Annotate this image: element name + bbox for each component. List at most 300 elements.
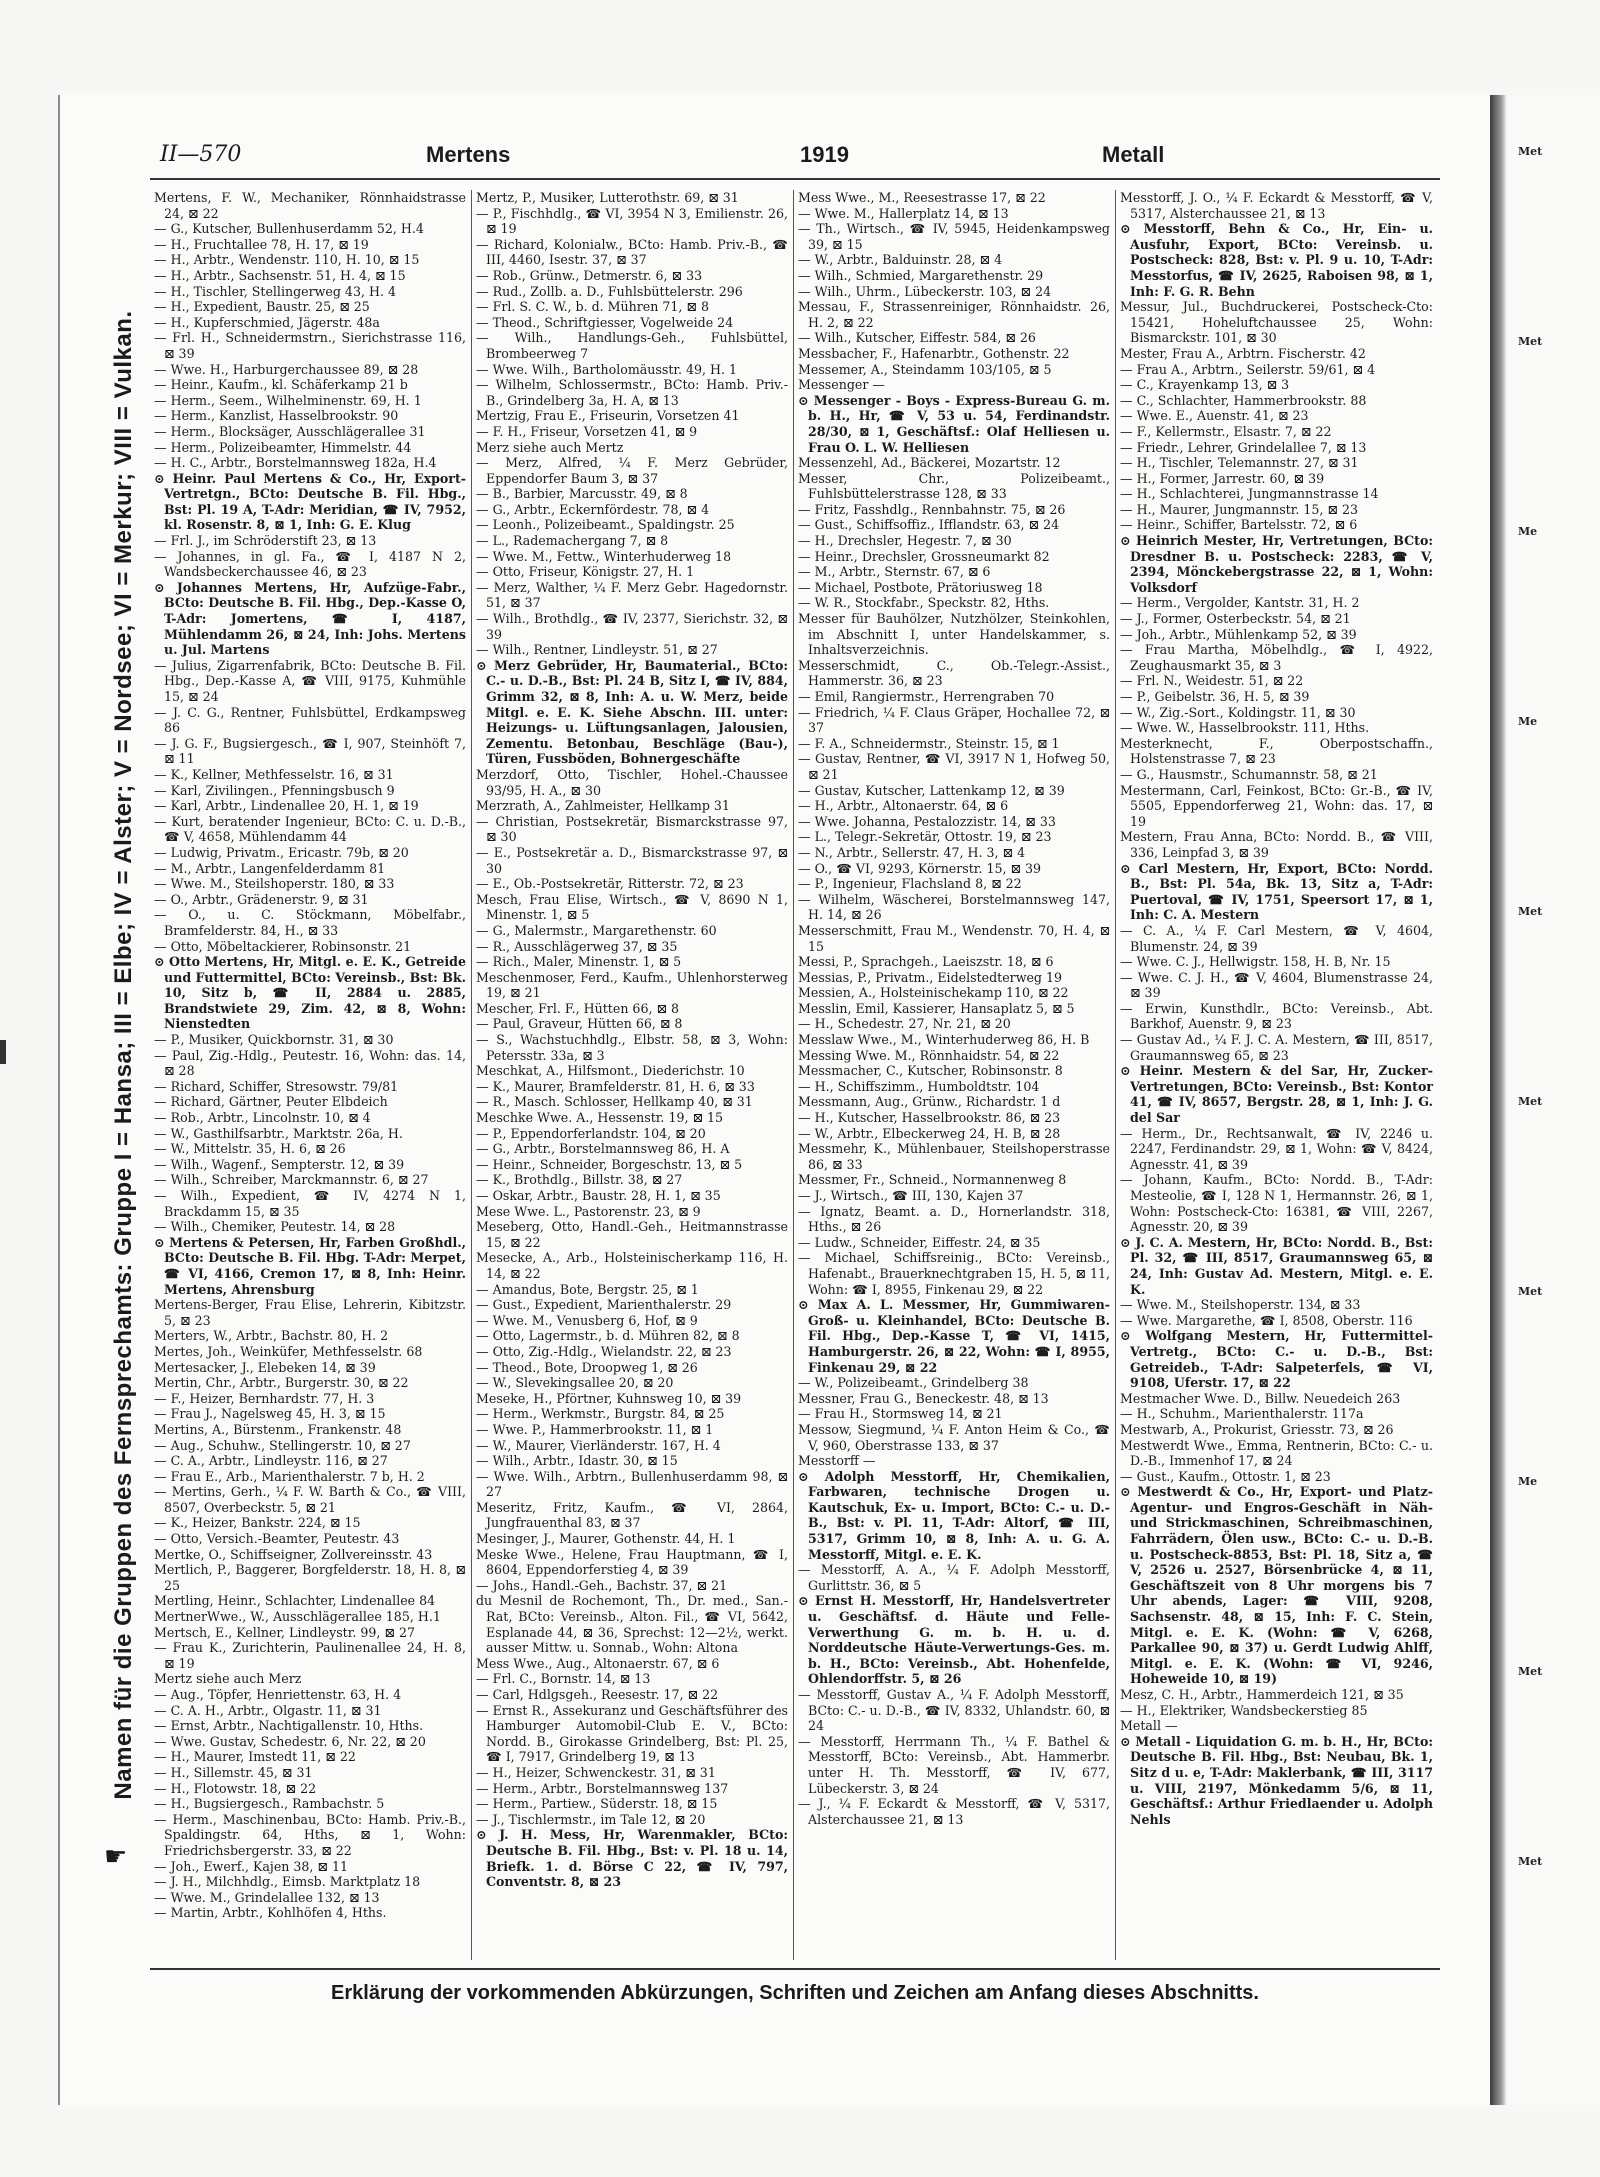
directory-entry: — Michael, Postbote, Prätoriusweg 18 [798, 579, 1043, 595]
directory-entry: Mesecke, A., Arb., Holsteinischerkamp 116, H. 14, ⊠ 22 [476, 1250, 788, 1281]
directory-entry: — Wwe. C. J. H., ☎ V, 4604, Blumenstrasse 24, ⊠ 39 [1120, 969, 1433, 1001]
directory-entry: — H., Maurer, Imstedt 11, ⊠ 22 [154, 1749, 356, 1765]
directory-entry: — Wwe. M., Grindelallee 132, ⊠ 13 [154, 1889, 380, 1905]
directory-entry: ⊙ Heinr. Mestern & del Sar, Hr, Zucker-Vertretungen, BCto: Vereinsb., Bst: Kontor 41, ☎ IV, 8657, Bergstr. 28, ⊠ 1, Inh: J. G. del Sar [1120, 1063, 1433, 1126]
directory-entry: — E., Postsekretär a. D., Bismarckstrasse 97, ⊠ 30 [476, 844, 788, 876]
directory-entry: Messerschmidt, C., Ob.-Telegr.-Assist., Hammerstr. 36, ⊠ 23 [798, 657, 1110, 689]
directory-entry: — K., Brothdlg., Billstr. 38, ⊠ 27 [476, 1172, 683, 1188]
directory-entry: — Frau Martha, Möbelhdlg., ☎ I, 4922, Zeughausmarkt 35, ⊠ 3 [1120, 642, 1433, 673]
directory-entry: Mertens, F. W., Mechaniker, Rönnhaidstrasse 24, ⊠ 22 [154, 190, 466, 221]
directory-entry: Mertz siehe auch Merz [154, 1671, 302, 1687]
directory-entry: — Aug., Töpfer, Henriettenstr. 63, H. 4 [154, 1687, 402, 1702]
directory-entry: — Ludwig, Privatm., Ericastr. 79b, ⊠ 20 [154, 844, 409, 860]
directory-entry: — N., Arbtr., Sellerstr. 47, H. 3, ⊠ 4 [798, 844, 1026, 860]
directory-entry: — Messtorff, A. A., ¼ F. Adolph Messtorff, Gurlittstr. 36, ⊠ 5 [798, 1562, 1110, 1593]
next-page-fragment: Me [1518, 525, 1538, 538]
directory-entry: — Frau E., Arb., Marienthalerstr. 7 b, H. 2 [154, 1468, 425, 1484]
directory-column-4 [1116, 190, 1438, 1960]
directory-entry: — H., Kupferschmied, Jägerstr. 48a [154, 314, 380, 330]
directory-entry: — Frau J., Nagelsweg 45, H. 3, ⊠ 15 [154, 1406, 386, 1422]
directory-entry: Meschenmoser, Ferd., Kaufm., Uhlenhorsterweg 19, ⊠ 21 [476, 969, 788, 1001]
scan-edge-mark [0, 1040, 6, 1064]
directory-entry: Messbacher, F., Hafenarbtr., Gothenstr. 22 [798, 345, 1070, 361]
directory-entry: — H., Drechsler, Hegestr. 7, ⊠ 30 [798, 533, 1012, 549]
directory-entry: ⊙ Metall - Liquidation G. m. b. H., Hr, BCto: Deutsche B. Fil. Hbg., Bst: Neubau, Bk. 1, Sitz d u. e, T-Adr: Maklerbank, ☎ III, 3117 u. VIII, 2197, Mönkedamm 5/6, ⊠ 11, Geschäftsf.: Arthur Friedlaender u. Adolph Nehls [1120, 1733, 1433, 1827]
directory-entry: Mertsch, E., Kellner, Lindleystr. 99, ⊠ 27 [154, 1624, 415, 1640]
directory-entry: — Johann, Kaufm., BCto: Nordd. B., T-Adr: Mesteolie, ☎ I, 128 N 1, Hermannstr. 26, ⊠ 1, Wohn: Postscheck-Cto: 16381, ☎ VIII, 2267, Agnesstr. 20, ⊠ 39 [1120, 1172, 1433, 1235]
directory-entry: — Ignatz, Beamt. a. D., Hornerlandstr. 318, Hths., ⊠ 26 [798, 1203, 1110, 1235]
directory-entry: — G., Arbtr., Eckernfördestr. 78, ⊠ 4 [476, 501, 710, 517]
directory-entry: — M., Arbtr., Sternstr. 67, ⊠ 6 [798, 564, 991, 580]
directory-entry: — Ernst R., Assekuranz und Geschäftsführer des Hamburger Automobil-Club E. V., BCto: Nordd. B., Girokasse Grindelberg, Bst: Pl. 25, ☎ I, 7917, Grindelberg 19, ⊠ 13 [476, 1702, 788, 1765]
next-page-fragment: Me [1518, 715, 1538, 728]
directory-entry: Mertesacker, J., Elebeken 14, ⊠ 39 [154, 1359, 376, 1375]
directory-entry: Mestwerdt Wwe., Emma, Rentnerin, BCto: C.- u. D.-B., Immenhof 17, ⊠ 24 [1120, 1437, 1433, 1469]
next-page-fragment: Met [1518, 1665, 1543, 1678]
directory-entry: — F., Heizer, Bernhardstr. 77, H. 3 [154, 1390, 375, 1406]
directory-entry: Messmann, Aug., Grünw., Richardstr. 1 d [798, 1094, 1061, 1110]
directory-entry: — Wilh., Wagenf., Sempterstr. 12, ⊠ 39 [154, 1156, 405, 1172]
directory-entry: — Frau K., Zurichterin, Paulinenallee 24, H. 8, ⊠ 19 [154, 1640, 466, 1671]
directory-entry: — Merz, Walther, ¼ F. Merz Gebr. Hagedornstr. 51, ⊠ 37 [476, 579, 788, 611]
directory-entry: — H., Schedestr. 27, Nr. 21, ⊠ 20 [798, 1016, 1011, 1032]
directory-entry: — H., Schiffszimm., Humboldtstr. 104 [798, 1078, 1040, 1094]
directory-entry: — H., Sillemstr. 45, ⊠ 31 [154, 1764, 313, 1780]
directory-entry: — P., Geibelstr. 36, H. 5, ⊠ 39 [1120, 689, 1310, 704]
directory-entry: — Wwe. Wilh., Arbtrn., Bullenhuserdamm 98, ⊠ 27 [476, 1468, 788, 1500]
directory-entry: — K., Maurer, Bramfelderstr. 81, H. 6, ⊠ 33 [476, 1078, 755, 1094]
directory-columns [150, 190, 1440, 1960]
directory-entry: — F. A., Schneidermstr., Steinstr. 15, ⊠ 1 [798, 735, 1060, 751]
directory-entry: — Ludw., Schneider, Eiffestr. 24, ⊠ 35 [798, 1234, 1041, 1250]
directory-entry: — Wilh., Schmied, Margarethenstr. 29 [798, 267, 1044, 283]
directory-entry: — L., Telegr.-Sekretär, Ottostr. 19, ⊠ 23 [798, 829, 1052, 845]
directory-entry: — W. R., Stockfabr., Speckstr. 82, Hths. [798, 595, 1050, 611]
directory-entry: Mestern, Frau Anna, BCto: Nordd. B., ☎ VIII, 336, Leinpfad 3, ⊠ 39 [1120, 829, 1433, 860]
directory-entry: Messur, Jul., Buchdruckerei, Postscheck-Cto: 15421, Hoheluftchaussee 25, Wohn: Bismarckstr. 101, ⊠ 30 [1120, 299, 1433, 346]
directory-entry: — H., Heizer, Schwenckestr. 31, ⊠ 31 [476, 1764, 716, 1780]
directory-entry: Meseritz, Fritz, Kaufm., ☎ VI, 2864, Jungfrauenthal 83, ⊠ 37 [476, 1499, 788, 1531]
directory-entry: — Wwe. Gustav, Schedestr. 6, Nr. 22, ⊠ 20 [154, 1733, 426, 1749]
directory-entry: ⊙ Carl Mestern, Hr, Export, BCto: Nordd. B., Bst: Pl. 54a, Bk. 13, Sitz a, T-Adr: Puertoval, ☎ IV, 1751, Speersort 17, ⊠ 1, Inh: C. A. Mestern [1120, 860, 1433, 923]
directory-entry: — H., Kutscher, Hasselbrookstr. 86, ⊠ 23 [798, 1110, 1061, 1126]
directory-entry: — J., Tischlermstr., im Tale 12, ⊠ 20 [476, 1811, 706, 1827]
directory-entry: — F. H., Friseur, Vorsetzen 41, ⊠ 9 [476, 423, 698, 439]
directory-entry: — W., Mittelstr. 35, H. 6, ⊠ 26 [154, 1141, 346, 1157]
directory-entry: — Martin, Arbtr., Kohlhöfen 4, Hths. [154, 1905, 387, 1921]
directory-entry: — Carl, Hdlgsgeh., Reesestr. 17, ⊠ 22 [476, 1687, 719, 1702]
directory-entry: — Frl. J., im Schröderstift 23, ⊠ 13 [154, 533, 377, 549]
directory-entry: — Wilh., Rentner, Lindleystr. 51, ⊠ 27 [476, 642, 718, 658]
directory-entry: — Herm., Partiew., Süderstr. 18, ⊠ 15 [476, 1796, 718, 1812]
directory-entry: — H., Tischler, Telemannstr. 27, ⊠ 31 [1120, 455, 1359, 471]
directory-entry: — W., Zig.-Sort., Koldingstr. 11, ⊠ 30 [1120, 704, 1356, 720]
directory-entry: Mesinger, J., Maurer, Gothenstr. 44, H. 1 [476, 1531, 736, 1547]
telephone-groups-legend: Namen für die Gruppen des Fernsprechamts: Gruppe I = Hansa; III = Elbe; IV = Alster; V = Nordsee; VI = Merkur; VIII = Vulkan. [110, 310, 137, 1800]
directory-entry: Messow, Siegmund, ¼ F. Anton Heim & Co., ☎ V, 960, Oberstrasse 133, ⊠ 37 [798, 1421, 1110, 1453]
directory-entry: Mestmacher Wwe. D., Billw. Neuedeich 263 [1120, 1390, 1401, 1406]
directory-entry: — H., Former, Jarrestr. 60, ⊠ 39 [1120, 470, 1325, 486]
directory-entry: — Ernst, Arbtr., Nachtigallenstr. 10, Hths. [154, 1718, 424, 1734]
directory-entry: Messer, Chr., Polizeibeamt., Fuhlsbüttelerstrasse 128, ⊠ 33 [798, 470, 1110, 502]
directory-entry: — Frl. H., Schneidermstrn., Sierichstrasse 116, ⊠ 39 [154, 330, 466, 361]
directory-entry: — Otto, Möbeltackierer, Robinsonstr. 21 [154, 938, 412, 954]
directory-entry: — Otto, Lagermstr., b. d. Mühren 82, ⊠ 8 [476, 1328, 740, 1344]
directory-entry: — Paul, Graveur, Hütten 66, ⊠ 8 [476, 1016, 683, 1032]
directory-entry: — H., Flotowstr. 18, ⊠ 22 [154, 1780, 317, 1796]
next-page-fragment: Met [1518, 1855, 1543, 1868]
directory-column-1 [150, 190, 472, 1960]
directory-entry: — Frau H., Stormsweg 14, ⊠ 21 [798, 1406, 1003, 1422]
directory-entry: — K., Heizer, Bankstr. 224, ⊠ 15 [154, 1515, 361, 1531]
directory-entry: ⊙ Messenger - Boys - Express-Bureau G. m. b. H., Hr, ☎ V, 53 u. 54, Ferdinandstr. 28/30, ⊠ 1, Geschäftsf.: Olaf Helliesen u. Frau O. L. W. Helliesen [798, 392, 1110, 455]
directory-entry: Meseberg, Otto, Handl.-Geh., Heitmannstrasse 15, ⊠ 22 [476, 1219, 788, 1250]
directory-entry: — Heinr., Kaufm., kl. Schäferkamp 21 b [154, 377, 408, 393]
directory-entry: Messmehr, K., Mühlenbauer, Steilshoperstrasse 86, ⊠ 33 [798, 1141, 1110, 1172]
next-page-fragment: Met [1518, 905, 1543, 918]
directory-entry: Mertzig, Frau E., Friseurin, Vorsetzen 41 [476, 408, 740, 424]
directory-entry: — Wwe. M., Hallerplatz 14, ⊠ 13 [798, 205, 1009, 221]
directory-entry: — Gust., Schiffsoffiz., Ifflandstr. 63, ⊠ 24 [798, 517, 1060, 533]
directory-entry: Messing Wwe. M., Rönnhaidstr. 54, ⊠ 22 [798, 1047, 1060, 1063]
directory-entry: — Leonh., Polizeibeamt., Spaldingstr. 25 [476, 517, 735, 533]
directory-entry: — R., Ausschlägerweg 37, ⊠ 35 [476, 938, 678, 954]
directory-entry: — Julius, Zigarrenfabrik, BCto: Deutsche B. Fil. Hbg., Dep.-Kasse A, ☎ VIII, 9175, Kuhmühle 15, ⊠ 24 [154, 657, 466, 704]
directory-entry: — Mertins, Gerh., ¼ F. W. Barth & Co., ☎ VIII, 8507, Overbeckstr. 5, ⊠ 21 [154, 1484, 466, 1515]
directory-entry: — H., Schlachterei, Jungmannstrasse 14 [1120, 486, 1379, 502]
header-rule [150, 178, 1440, 180]
directory-entry: — Otto, Versich.-Beamter, Peutestr. 43 [154, 1531, 400, 1547]
directory-entry: — H., Elektriker, Wandsbeckerstieg 85 [1120, 1702, 1368, 1718]
directory-entry: — Frl. N., Weidestr. 51, ⊠ 22 [1120, 673, 1304, 689]
directory-entry: — G., Arbtr., Borstelmannsweg 86, H. A [476, 1141, 730, 1157]
directory-entry: — H., Arbtr., Sachsenstr. 51, H. 4, ⊠ 15 [154, 267, 406, 283]
directory-entry: — Wilh., Kutscher, Eiffestr. 584, ⊠ 26 [798, 330, 1036, 346]
directory-entry: — Wwe. E., Auenstr. 41, ⊠ 23 [1120, 408, 1309, 424]
directory-entry: — Wwe. C. J., Hellwigstr. 158, H. B, Nr. 15 [1120, 954, 1391, 970]
directory-entry: ⊙ Wolfgang Mestern, Hr, Futtermittel-Vertretg., BCto: C.- u. D.-B., Bst: Getreideb., T-Adr: Salpeterfels, ☎ VI, 9108, Uferstr. 17, ⊠ 22 [1120, 1328, 1433, 1391]
directory-entry: — J. C. G., Rentner, Fuhlsbüttel, Erdkampsweg 86 [154, 704, 466, 736]
directory-entry: — C. A., ¼ F. Carl Mestern, ☎ V, 4604, Blumenstr. 24, ⊠ 39 [1120, 922, 1433, 954]
directory-entry: Mese Wwe. L., Pastorenstr. 23, ⊠ 9 [476, 1203, 701, 1219]
directory-entry: — Fritz, Fasshdlg., Rennbahnstr. 75, ⊠ 26 [798, 501, 1066, 517]
directory-entry: — G., Malermstr., Margarethenstr. 60 [476, 922, 717, 938]
directory-entry: Mesterknecht, F., Oberpostschaffn., Holstenstrasse 7, ⊠ 23 [1120, 735, 1433, 767]
directory-entry: Meschkat, A., Hilfsmont., Diederichstr. 10 [476, 1063, 745, 1079]
directory-entry: — Wwe. M., Steilshoperstr. 180, ⊠ 33 [154, 876, 395, 892]
directory-entry: — Paul, Zig.-Hdlg., Peutestr. 16, Wohn: das. 14, ⊠ 28 [154, 1047, 466, 1079]
directory-entry: — J., ¼ F. Eckardt & Messtorff, ☎ V, 5317, Alsterchaussee 21, ⊠ 13 [798, 1796, 1110, 1827]
directory-entry: — Merz, Alfred, ¼ F. Merz Gebrüder, Eppendorfer Baum 3, ⊠ 37 [476, 455, 788, 486]
directory-entry: — Johs., Handl.-Geh., Bachstr. 37, ⊠ 21 [476, 1577, 728, 1593]
directory-entry: — O., u. C. Stöckmann, Möbelfabr., Bramfelderstr. 84, H., ⊠ 33 [154, 907, 466, 938]
directory-entry: Mertins, A., Bürstenm., Frankenstr. 48 [154, 1421, 402, 1437]
directory-entry: — Otto, Zig.-Hdlg., Wielandstr. 22, ⊠ 23 [476, 1343, 732, 1359]
directory-entry: — Th., Wirtsch., ☎ IV, 5945, Heidenkampsweg 39, ⊠ 15 [798, 221, 1110, 252]
directory-entry: — Wwe. M., Fettw., Winterhuderweg 18 [476, 548, 732, 564]
directory-entry: Merters, W., Arbtr., Bachstr. 80, H. 2 [154, 1328, 389, 1344]
next-page-fragment: Me [1518, 1475, 1538, 1488]
directory-entry: — Herm., Werkmstr., Burgstr. 84, ⊠ 25 [476, 1406, 725, 1422]
directory-column-3 [794, 190, 1116, 1960]
directory-entry: Mess Wwe., Aug., Altonaerstr. 67, ⊠ 6 [476, 1655, 720, 1671]
directory-entry: — H., Expedient, Baustr. 25, ⊠ 25 [154, 299, 370, 315]
directory-entry: — H., Bugsiergesch., Rambachstr. 5 [154, 1796, 385, 1812]
directory-entry: — F., Kellermstr., Elsastr. 7, ⊠ 22 [1120, 423, 1332, 439]
directory-entry: — Theod., Schriftgiesser, Vogelweide 24 [476, 314, 734, 330]
directory-entry: Mertlich, P., Baggerer, Borgfelderstr. 18, H. 8, ⊠ 25 [154, 1562, 466, 1593]
directory-entry: Mertin, Chr., Arbtr., Burgerstr. 30, ⊠ 22 [154, 1375, 409, 1391]
directory-entry: — Gust., Expedient, Marienthalerstr. 29 [476, 1297, 732, 1313]
directory-entry: — W., Slevekingsallee 20, ⊠ 20 [476, 1375, 674, 1391]
directory-entry: — Messtorff, Gustav A., ¼ F. Adolph Messtorff, BCto: C.- u. D.-B., ☎ IV, 8332, Uhlandstr. 60, ⊠ 24 [798, 1687, 1110, 1734]
directory-entry: Messtorff, J. O., ¼ F. Eckardt & Messtorff, ☎ V, 5317, Alsterchaussee 21, ⊠ 13 [1120, 190, 1433, 221]
directory-entry: Meschke Wwe. A., Hessenstr. 19, ⊠ 15 [476, 1110, 724, 1126]
directory-entry: Metall — [1120, 1718, 1178, 1734]
directory-entry: — Oskar, Arbtr., Baustr. 28, H. 1, ⊠ 35 [476, 1188, 721, 1203]
directory-entry: ⊙ J. C. A. Mestern, Hr, BCto: Nordd. B., Bst: Pl. 32, ☎ III, 8517, Graumannsweg 65, ⊠ 24, Inh: Gustav Ad. Mestern, Mitgl. e. E. K. [1120, 1234, 1433, 1297]
directory-entry: — Joh., Arbtr., Mühlenkamp 52, ⊠ 39 [1120, 626, 1357, 642]
directory-column-2 [472, 190, 794, 1960]
directory-entry: — Herm., Seem., Wilhelminenstr. 69, H. 1 [154, 392, 422, 408]
directory-entry: — H., Tischler, Stellingerweg 43, H. 4 [154, 283, 396, 299]
directory-entry: Messlaw Wwe., M., Winterhuderweg 86, H. B [798, 1032, 1090, 1048]
directory-entry: ⊙ Ernst H. Messtorff, Hr, Handelsvertreter u. Geschäftsf. d. Häute und Felle-Verwerthung G. m. b. H. u. d. Norddeutsche Häute-Verwertungs-Ges. m. b. H., BCto: Vereinsb., Abt. Hohenfelde, Ohlendorffstr. 5, ⊠ 26 [798, 1593, 1110, 1687]
directory-entry: Meseke, H., Pförtner, Kuhnsweg 10, ⊠ 39 [476, 1390, 742, 1406]
directory-entry: Merz siehe auch Mertz [476, 439, 624, 455]
directory-entry: — S., Wachstuchhdlg., Elbstr. 58, ⊠ 3, Wohn: Petersstr. 33a, ⊠ 3 [476, 1032, 788, 1063]
directory-entry: — W., Polizeibeamt., Grindelberg 38 [798, 1375, 1029, 1391]
directory-entry: — Herm., Maschinenbau, BCto: Hamb. Priv.-B., Spaldingstr. 64, Hths, ⊠ 1, Wohn: Friedrichsbergerstr. 33, ⊠ 22 [154, 1811, 466, 1858]
directory-entry: — J., Former, Osterbeckstr. 54, ⊠ 21 [1120, 611, 1351, 627]
directory-entry: — Wilh., Schreiber, Marckmannstr. 6, ⊠ 27 [154, 1172, 429, 1188]
directory-entry: — Gustav, Kutscher, Lattenkamp 12, ⊠ 39 [798, 782, 1065, 798]
directory-entry: Mester, Frau A., Arbtrn. Fischerstr. 42 [1120, 345, 1366, 361]
directory-entry: — G., Kutscher, Bullenhuserdamm 52, H.4 [154, 221, 424, 237]
directory-entry: — P., Fischhdlg., ☎ VI, 3954 N 3, Emilienstr. 26, ⊠ 19 [476, 205, 788, 237]
directory-entry: — L., Rademachergang 7, ⊠ 8 [476, 533, 669, 549]
directory-entry: — C., Krayenkamp 13, ⊠ 3 [1120, 377, 1290, 393]
next-page-edge [1508, 95, 1600, 2105]
directory-entry: — Wwe. P., Hammerbrookstr. 11, ⊠ 1 [476, 1421, 714, 1437]
directory-entry: Meske Wwe., Helene, Frau Hauptmann, ☎ I, 8604, Eppendorferstieg 4, ⊠ 39 [476, 1546, 788, 1578]
directory-entry: Messien, A., Holsteinischekamp 110, ⊠ 22 [798, 985, 1069, 1001]
directory-entry: Messmacher, C., Kutscher, Robinsonstr. 8 [798, 1063, 1063, 1079]
directory-entry: — Rich., Maler, Minenstr. 1, ⊠ 5 [476, 954, 682, 970]
directory-entry: Messlin, Emil, Kassierer, Hansaplatz 5, ⊠ 5 [798, 1000, 1075, 1016]
directory-entry: ⊙ Otto Mertens, Hr, Mitgl. e. E. K., Getreide und Futtermittel, BCto: Vereinsb., Bst: Bk. 10, Sitz b, ☎ II, 2884 u. 2885, Brandstwiete 29, Zim. 42, ⊠ 8, Wohn: Nienstedten [154, 954, 466, 1032]
directory-entry: — P., Ingenieur, Flachsland 8, ⊠ 22 [798, 876, 1022, 892]
directory-entry: — Wilh., Expedient, ☎ IV, 4274 N 1, Brackdamm 15, ⊠ 35 [154, 1188, 466, 1219]
directory-entry: Merzrath, A., Zahlmeister, Hellkamp 31 [476, 798, 730, 814]
directory-entry: — Wilh., Uhrm., Lübeckerstr. 103, ⊠ 24 [798, 283, 1052, 299]
directory-entry: — Gustav Ad., ¼ F. J. C. A. Mestern, ☎ III, 8517, Graumannsweg 65, ⊠ 23 [1120, 1032, 1433, 1063]
next-page-fragment: Met [1518, 1285, 1543, 1298]
directory-entry: — Herm., Kanzlist, Hasselbrookstr. 90 [154, 408, 399, 424]
directory-entry: — H., Arbtr., Altonaerstr. 64, ⊠ 6 [798, 798, 1009, 814]
directory-entry: — H., Maurer, Jungmannstr. 15, ⊠ 23 [1120, 501, 1359, 517]
directory-entry: — Gustav, Rentner, ☎ VI, 3917 N 1, Hofweg 50, ⊠ 21 [798, 751, 1110, 782]
directory-entry: — Rob., Arbtr., Lincolnstr. 10, ⊠ 4 [154, 1110, 371, 1126]
next-page-fragment: Met [1518, 145, 1543, 158]
directory-entry: — Richard, Schiffer, Stresowstr. 79/81 [154, 1078, 399, 1094]
directory-entry: ⊙ Johannes Mertens, Hr, Aufzüge-Fabr., BCto: Deutsche B. Fil. Hbg., Dep.-Kasse O, T-Adr: Jomertens, ☎ I, 4187, Mühlendamm 26, ⊠ 24, Inh: Johs. Mertens u. Jul. Martens [154, 579, 466, 658]
directory-entry: Messau, F., Strassenreiniger, Rönnhaidstr. 26, H. 2, ⊠ 22 [798, 299, 1110, 330]
directory-entry: Mestwarb, A., Prokurist, Griesstr. 73, ⊠ 26 [1120, 1421, 1394, 1437]
directory-entry: — Christian, Postsekretär, Bismarckstrasse 97, ⊠ 30 [476, 813, 788, 845]
directory-entry: Mess Wwe., M., Reesestrasse 17, ⊠ 22 [798, 190, 1046, 205]
directory-entry: Mestermann, Carl, Feinkost, BCto: Gr.-B., ☎ IV, 5505, Eppendorferweg 21, Wohn: das. 17, ⊠ 19 [1120, 782, 1433, 829]
directory-entry: — Wwe. Wilh., Bartholomäusstr. 49, H. 1 [476, 361, 738, 377]
directory-entry: ⊙ Messtorff, Behn & Co., Hr, Ein- u. Ausfuhr, Export, BCto: Vereinsb. u. Postscheck: 828, Bst: v. Pl. 9 u. 10, T-Adr: Messtorfus, ☎ IV, 2625, Raboisen 98, ⊠ 1, Inh: F. G. R. Behn [1120, 221, 1433, 299]
directory-entry: — Wwe. Johanna, Pestalozzistr. 14, ⊠ 33 [798, 813, 1056, 829]
directory-entry: Messmer, Fr., Schneid., Normannenweg 8 [798, 1172, 1067, 1188]
directory-entry: — Karl, Zivilingen., Pfenningsbusch 9 [154, 782, 395, 798]
page-number: II—570 [160, 142, 242, 167]
directory-entry: ⊙ Adolph Messtorff, Hr, Chemikalien, Farbwaren, technische Drogen u. Kautschuk, Ex- u. Import, BCto: C.- u. D.-B., Bst: v. Pl. 11, T-Adr: Altorf, ☎ III, 5317, Grimm 10, ⊠ 8, Inh: A. u. G. A. Messtorff, Mitgl. e. E. K. [798, 1468, 1110, 1562]
directory-entry: — Richard, Gärtner, Peuter Elbdeich [154, 1094, 388, 1110]
directory-entry: — Theod., Bote, Droopweg 1, ⊠ 26 [476, 1359, 698, 1375]
directory-entry: Mescher, Frl. F., Hütten 66, ⊠ 8 [476, 1000, 680, 1016]
directory-entry: — P., Musiker, Quickbornstr. 31, ⊠ 30 [154, 1032, 394, 1048]
directory-entry: ⊙ J. H. Mess, Hr, Warenmakler, BCto: Deutsche B. Fil. Hbg., Bst: v. Pl. 18 u. 14, Briefk. 1. d. Börse C 22, ☎ IV, 797, Conventstr. 8, ⊠ 23 [476, 1827, 788, 1890]
directory-entry: — Heinr., Drechsler, Grossneumarkt 82 [798, 548, 1050, 564]
directory-entry: — Friedr., Lehrer, Grindelallee 7, ⊠ 13 [1120, 439, 1367, 455]
directory-entry: Messias, P., Privatm., Eidelstedterweg 19 [798, 969, 1063, 985]
directory-entry: — Herm., Polizeibeamter, Himmelstr. 44 [154, 439, 412, 455]
directory-entry: — Wilhelm, Schlossermstr., BCto: Hamb. Priv.-B., Grindelberg 3a, H. A, ⊠ 13 [476, 377, 788, 408]
directory-entry: — Heinr., Schiffer, Bartelsstr. 72, ⊠ 6 [1120, 517, 1358, 533]
directory-entry: ⊙ Heinrich Mester, Hr, Vertretungen, BCto: Dresdner B. u. Postscheck: 2283, ☎ V, 2394, Mönckebergstrasse 22, ⊠ 1, Wohn: Volksdorf [1120, 533, 1433, 595]
directory-entry: — Heinr., Schneider, Borgeschstr. 13, ⊠ 5 [476, 1156, 743, 1172]
directory-entry: — Frl. S. C. W., b. d. Mühren 71, ⊠ 8 [476, 299, 709, 315]
directory-entry: — Otto, Friseur, Königstr. 27, H. 1 [476, 564, 695, 580]
directory-entry: — Rob., Grünw., Detmerstr. 6, ⊠ 33 [476, 267, 703, 283]
directory-entry: Messi, P., Sprachgeh., Laeiszstr. 18, ⊠ 6 [798, 954, 1054, 970]
directory-entry: — Joh., Ewerf., Kajen 38, ⊠ 11 [154, 1858, 349, 1874]
directory-entry: — B., Barbier, Marcusstr. 49, ⊠ 8 [476, 486, 688, 502]
directory-entry: Mesch, Frau Elise, Wirtsch., ☎ V, 8690 N 1, Minenstr. 1, ⊠ 5 [476, 891, 788, 923]
directory-entry: — W., Gasthilfsarbtr., Marktstr. 26a, H. [154, 1125, 403, 1141]
directory-entry: — Frau A., Arbtrn., Seilerstr. 59/61, ⊠ 4 [1120, 361, 1376, 377]
last-entry-keyword: Metall [1102, 142, 1165, 167]
directory-entry: — Wilhelm, Wäscherei, Borstelmannsweg 147, H. 14, ⊠ 26 [798, 891, 1110, 923]
directory-entry: Messer für Bauhölzer, Nutzhölzer, Steinkohlen, im Abschnitt I, unter Handelskammer, s. Inhaltsverzeichnis. [798, 611, 1110, 658]
directory-entry: — Herm., Dr., Rechtsanwalt, ☎ IV, 2246 u. 2247, Ferdinandstr. 29, ⊠ 1, Wohn: ☎ V, 8424, Agnesstr. 41, ⊠ 39 [1120, 1125, 1433, 1172]
directory-entry: — Wilh., Chemiker, Peutestr. 14, ⊠ 28 [154, 1219, 396, 1235]
directory-entry: — G., Hausmstr., Schumannstr. 58, ⊠ 21 [1120, 766, 1378, 782]
directory-entry: ⊙ Mestwerdt & Co., Hr, Export- und Platz-Agentur- und Engros-Geschäft in Näh- und Strickmaschinen, Schreibmaschinen, Fahrrädern, Ölen usw., BCto: C.- u. D.-B. u. Postscheck-8853, Bst: Pl. 18, Sitz a, ☎ V, 2526 u. 2527, Börsenbrücke 4, ⊠ 11, Geschäftszeit von 8 Uhr morgens bis 7 Uhr abends, Lager: ☎ VIII, 9208, Sachsenstr. 48, ⊠ 15, Inh: F. C. Stein, Mitgl. e. E. K. (Wohn: ☎ V, 6268, Parkallee 90, ⊠ 37) u. Gerdt Ludwig Ahlff, Mitgl. e. E. K. (Wohn: ☎ VI, 9246, Hoheweide 10, ⊠ 19) [1120, 1484, 1433, 1687]
directory-entry: — Friedrich, ¼ F. Claus Gräper, Hochallee 72, ⊠ 37 [798, 704, 1110, 736]
directory-entry: — Wilh., Brothdlg., ☎ IV, 2377, Sierichstr. 32, ⊠ 39 [476, 611, 788, 642]
directory-entry: — Wwe. Margarethe, ☎ I, 8508, Oberstr. 116 [1120, 1312, 1413, 1328]
directory-entry: — W., Arbtr., Balduinstr. 28, ⊠ 4 [798, 252, 1003, 268]
directory-entry: Mertling, Heinr., Schlachter, Lindenallee 84 [154, 1593, 436, 1609]
directory-entry: — R., Masch. Schlosser, Hellkamp 40, ⊠ 31 [476, 1094, 753, 1110]
footer-rule [150, 1968, 1440, 1970]
page-header [100, 142, 1440, 172]
directory-entry: — Amandus, Bote, Bergstr. 25, ⊠ 1 [476, 1281, 699, 1297]
directory-entry: — J., Wirtsch., ☎ III, 130, Kajen 37 [798, 1188, 1024, 1203]
directory-entry: — H., Fruchtallee 78, H. 17, ⊠ 19 [154, 236, 369, 252]
directory-entry: Merzdorf, Otto, Tischler, Hohel.-Chaussee 93/95, H. A., ⊠ 30 [476, 766, 788, 798]
directory-entry: — Wilh., Arbtr., Idastr. 30, ⊠ 15 [476, 1453, 678, 1469]
next-page-fragment: Met [1518, 335, 1543, 348]
directory-entry: — Rud., Zollb. a. D., Fuhlsbüttelerstr. 296 [476, 283, 743, 299]
directory-entry: — O., Arbtr., Grädenerstr. 9, ⊠ 31 [154, 891, 369, 907]
directory-entry: — H., Schuhm., Marienthalerstr. 117a [1120, 1406, 1364, 1422]
directory-entry: — Emil, Rangiermstr., Herrengraben 70 [798, 689, 1055, 704]
directory-entry: — J. H., Milchhdlg., Eimsb. Marktplatz 18 [154, 1874, 421, 1890]
directory-entry: — O., ☎ VI, 9293, Körnerstr. 15, ⊠ 39 [798, 860, 1042, 876]
directory-entry: — Kurt, beratender Ingenieur, BCto: C. u. D.-B., ☎ V, 4658, Mühlendamm 44 [154, 813, 466, 845]
directory-entry: — Herm., Vergolder, Kantstr. 31, H. 2 [1120, 595, 1360, 611]
directory-entry: Mertes, Joh., Weinküfer, Methfesselstr. 68 [154, 1343, 423, 1359]
directory-entry: Mesz, C. H., Arbtr., Hammerdeich 121, ⊠ 35 [1120, 1687, 1404, 1702]
directory-entry: — Wwe. W., Hasselbrookstr. 111, Hths. [1120, 720, 1370, 736]
directory-entry: — M., Arbtr., Langenfelderdamm 81 [154, 860, 386, 876]
directory-entry: Messemer, A., Steindamm 103/105, ⊠ 5 [798, 361, 1052, 377]
directory-entry: — Frl. C., Bornstr. 14, ⊠ 13 [476, 1671, 651, 1687]
directory-entry: — C., Schlachter, Hammerbrookstr. 88 [1120, 392, 1367, 408]
directory-entry: — Wwe. H., Harburgerchaussee 89, ⊠ 28 [154, 361, 419, 377]
directory-entry: Messtorff — [798, 1453, 876, 1469]
directory-entry: ⊙ Merz Gebrüder, Hr, Baumaterial., BCto: C.- u. D.-B., Bst: Pl. 24 B, Sitz I, ☎ IV, 884, Grimm 32, ⊠ 8, Inh: A. u. W. Merz, beide Mitgl. e. E. K. Siehe Abschn. III. unter: Heizungs- u. Lüftungsanlagen, Jalousien, Zementu. Betonbau, Beschläge (Bau-), Türen, Fussböden, Bohnergeschäfte [476, 657, 788, 767]
directory-entry: — Johannes, in gl. Fa., ☎ I, 4187 N 2, Wandsbeckerchaussee 46, ⊠ 23 [154, 548, 466, 580]
first-entry-keyword: Mertens [426, 142, 511, 167]
directory-entry: Mertens-Berger, Frau Elise, Lehrerin, Kibitzstr. 5, ⊠ 23 [154, 1297, 466, 1328]
directory-entry: — C. A. H., Arbtr., Olgastr. 11, ⊠ 31 [154, 1702, 382, 1718]
directory-entry: — Herm., Arbtr., Borstelmannsweg 137 [476, 1780, 729, 1796]
directory-entry: Messerschmitt, Frau M., Wendenstr. 70, H. 4, ⊠ 15 [798, 922, 1110, 954]
directory-entry: ⊙ Mertens & Petersen, Hr, Farben Großhdl., BCto: Deutsche B. Fil. Hbg. T-Adr: Merpet, ☎ VI, 4166, Cremon 17, ⊠ 8, Inh: Heinr. Mertens, Ahrensburg [154, 1234, 466, 1297]
directory-entry: Mertke, O., Schiffseigner, Zollvereinsstr. 43 [154, 1546, 433, 1562]
directory-entry: — P., Eppendorferlandstr. 104, ⊠ 20 [476, 1125, 706, 1141]
directory-entry: Messner, Frau G., Beneckestr. 48, ⊠ 13 [798, 1390, 1049, 1406]
directory-entry: — H. C., Arbtr., Borstelmannsweg 182a, H.4 [154, 455, 437, 471]
directory-entry: — Karl, Arbtr., Lindenallee 20, H. 1, ⊠ 19 [154, 798, 419, 814]
directory-entry: — Erwin, Kunsthdlr., BCto: Vereinsb., Abt. Barkhof, Auenstr. 9, ⊠ 23 [1120, 1000, 1433, 1032]
directory-entry: — Gust., Kaufm., Ottostr. 1, ⊠ 23 [1120, 1468, 1331, 1484]
directory-entry: — W., Maurer, Vierländerstr. 167, H. 4 [476, 1437, 721, 1453]
directory-entry: — Herm., Blocksäger, Ausschlägerallee 31 [154, 423, 426, 439]
pointing-hand-icon: ☛ [104, 1842, 128, 1872]
directory-entry: — J. G. F., Bugsiergesch., ☎ I, 907, Steinhöft 7, ⊠ 11 [154, 735, 466, 767]
directory-entry: — Wwe. M., Steilshoperstr. 134, ⊠ 33 [1120, 1297, 1361, 1313]
abbreviations-note: Erklärung der vorkommenden Abkürzungen, Schriften und Zeichen am Anfang dieses Abschnitts. [331, 1982, 1259, 2004]
directory-entry: — Aug., Schuhw., Stellingerstr. 10, ⊠ 27 [154, 1437, 411, 1453]
directory-entry: — Messtorff, Herrmann Th., ¼ F. Bathel & Messtorff, BCto: Vereinsb., Abt. Hammerbr. unter H. Th. Messtorff, ☎ IV, 677, Lübeckerstr. 3, ⊠ 24 [798, 1733, 1110, 1796]
directory-entry: — Richard, Kolonialw., BCto: Hamb. Priv.-B., ☎ III, 4460, Isestr. 37, ⊠ 37 [476, 236, 788, 268]
next-page-fragment: Met [1518, 1095, 1543, 1108]
directory-entry: — W., Arbtr., Elbeckerweg 24, H. B, ⊠ 28 [798, 1125, 1061, 1141]
directory-entry: — Wilh., Handlungs-Geh., Fuhlsbüttel, Brombeerweg 7 [476, 330, 788, 361]
directory-year: 1919 [800, 142, 849, 167]
book-binding [1490, 95, 1506, 2105]
directory-entry: — E., Ob.-Postsekretär, Ritterstr. 72, ⊠ 23 [476, 876, 744, 892]
directory-entry: — Michael, Schiffsreinig., BCto: Vereinsb., Hafenabt., Brauerknechtgraben 15, H. 5, ⊠ 11, Wohn: ☎ I, 8955, Finkenau 29, ⊠ 22 [798, 1250, 1110, 1297]
directory-entry: ⊙ Max A. L. Messmer, Hr, Gummiwaren-Groß- u. Kleinhandel, BCto: Deutsche B. Fil. Hbg., Dep.-Kasse T, ☎ VI, 1415, Hamburgerstr. 26, ⊠ 22, Wohn: ☎ I, 8955, Finkenau 29, ⊠ 22 [798, 1297, 1110, 1375]
directory-entry: Mertz, P., Musiker, Lutterothstr. 69, ⊠ 31 [476, 190, 739, 205]
directory-entry: — K., Kellner, Methfesselstr. 16, ⊠ 31 [154, 766, 394, 782]
directory-entry: — Wwe. M., Venusberg 6, Hof, ⊠ 9 [476, 1312, 698, 1328]
directory-entry: — C. A., Arbtr., Lindleystr. 116, ⊠ 27 [154, 1453, 388, 1469]
directory-entry: MertnerWwe., W., Ausschlägerallee 185, H.1 [154, 1609, 441, 1625]
directory-entry: Messenzehl, Ad., Bäckerei, Mozartstr. 12 [798, 455, 1061, 471]
directory-entry: Messenger — [798, 377, 885, 393]
directory-entry: — H., Arbtr., Wendenstr. 110, H. 10, ⊠ 15 [154, 252, 420, 268]
side-banner [110, 190, 150, 1920]
